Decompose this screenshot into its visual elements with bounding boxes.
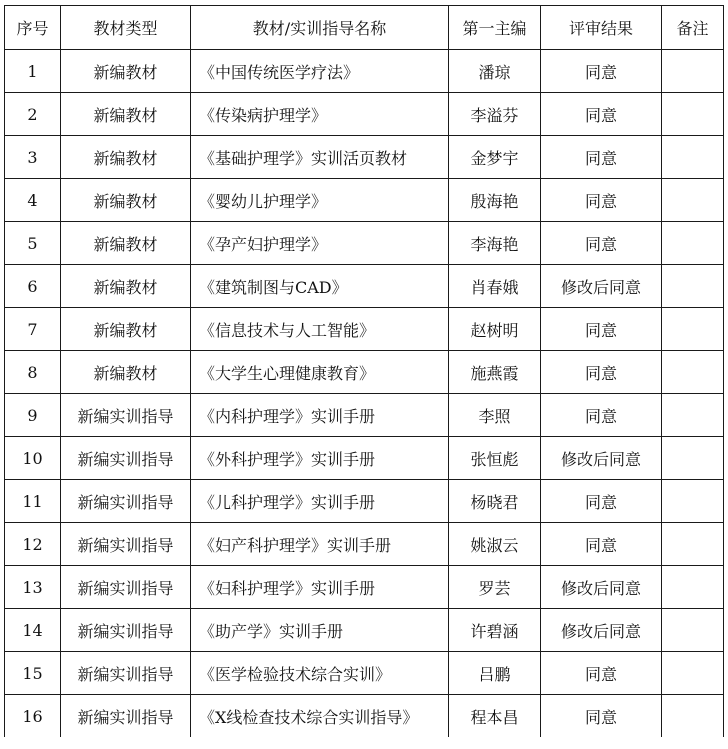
- cell-review-result: 修改后同意: [541, 437, 662, 480]
- cell-type: 新编实训指导: [61, 480, 191, 523]
- cell-chief-editor: 杨晓君: [449, 480, 541, 523]
- cell-title: 《孕产妇护理学》: [191, 222, 449, 265]
- cell-remarks: [662, 695, 724, 738]
- cell-title: 《医学检验技术综合实训》: [191, 652, 449, 695]
- cell-chief-editor: 吕鹏: [449, 652, 541, 695]
- header-type: 教材类型: [61, 6, 191, 50]
- cell-type: 新编教材: [61, 93, 191, 136]
- header-index: 序号: [5, 6, 61, 50]
- cell-type: 新编实训指导: [61, 609, 191, 652]
- cell-index: 13: [5, 566, 61, 609]
- cell-review-result: 同意: [541, 136, 662, 179]
- cell-remarks: [662, 437, 724, 480]
- textbook-review-table: [4, 5, 724, 737]
- cell-remarks: [662, 480, 724, 523]
- cell-type: 新编实训指导: [61, 566, 191, 609]
- cell-type: 新编教材: [61, 50, 191, 93]
- cell-index: 10: [5, 437, 61, 480]
- cell-remarks: [662, 308, 724, 351]
- cell-title: 《大学生心理健康教育》: [191, 351, 449, 394]
- cell-title: 《妇产科护理学》实训手册: [191, 523, 449, 566]
- table-body: [5, 50, 724, 738]
- header-title: 教材/实训指导名称: [191, 6, 449, 50]
- cell-title: 《婴幼儿护理学》: [191, 179, 449, 222]
- cell-index: 2: [5, 93, 61, 136]
- cell-review-result: 同意: [541, 523, 662, 566]
- cell-chief-editor: 潘琼: [449, 50, 541, 93]
- table-row: [5, 394, 724, 437]
- cell-remarks: [662, 351, 724, 394]
- cell-remarks: [662, 523, 724, 566]
- cell-title: 《建筑制图与CAD》: [191, 265, 449, 308]
- cell-type: 新编教材: [61, 179, 191, 222]
- table-row: [5, 609, 724, 652]
- table-row: [5, 351, 724, 394]
- cell-remarks: [662, 93, 724, 136]
- cell-type: 新编教材: [61, 136, 191, 179]
- cell-review-result: 同意: [541, 222, 662, 265]
- cell-index: 7: [5, 308, 61, 351]
- cell-chief-editor: 金梦宇: [449, 136, 541, 179]
- table-row: [5, 222, 724, 265]
- cell-review-result: 同意: [541, 695, 662, 738]
- table-row: [5, 136, 724, 179]
- cell-chief-editor: 姚淑云: [449, 523, 541, 566]
- cell-index: 6: [5, 265, 61, 308]
- cell-type: 新编教材: [61, 308, 191, 351]
- cell-title: 《内科护理学》实训手册: [191, 394, 449, 437]
- table-row: [5, 566, 724, 609]
- cell-type: 新编教材: [61, 351, 191, 394]
- cell-index: 15: [5, 652, 61, 695]
- cell-type: 新编教材: [61, 222, 191, 265]
- table-row: [5, 523, 724, 566]
- cell-index: 4: [5, 179, 61, 222]
- cell-chief-editor: 许碧涵: [449, 609, 541, 652]
- cell-type: 新编实训指导: [61, 652, 191, 695]
- table-row: [5, 652, 724, 695]
- table-row: [5, 265, 724, 308]
- table-header-row: [5, 6, 724, 50]
- cell-remarks: [662, 222, 724, 265]
- cell-chief-editor: 李溢芬: [449, 93, 541, 136]
- cell-remarks: [662, 394, 724, 437]
- cell-review-result: 同意: [541, 93, 662, 136]
- cell-index: 5: [5, 222, 61, 265]
- cell-chief-editor: 张恒彪: [449, 437, 541, 480]
- cell-review-result: 同意: [541, 351, 662, 394]
- table-row: [5, 480, 724, 523]
- cell-index: 14: [5, 609, 61, 652]
- table-row: [5, 308, 724, 351]
- cell-chief-editor: 李海艳: [449, 222, 541, 265]
- cell-title: 《传染病护理学》: [191, 93, 449, 136]
- cell-index: 16: [5, 695, 61, 738]
- cell-index: 1: [5, 50, 61, 93]
- cell-remarks: [662, 50, 724, 93]
- cell-review-result: 修改后同意: [541, 609, 662, 652]
- cell-review-result: 同意: [541, 179, 662, 222]
- table-row: [5, 93, 724, 136]
- cell-review-result: 同意: [541, 50, 662, 93]
- cell-remarks: [662, 179, 724, 222]
- cell-type: 新编实训指导: [61, 437, 191, 480]
- cell-type: 新编实训指导: [61, 523, 191, 566]
- header-review-result: 评审结果: [541, 6, 662, 50]
- cell-remarks: [662, 265, 724, 308]
- cell-title: 《X线检查技术综合实训指导》: [191, 695, 449, 738]
- cell-review-result: 同意: [541, 480, 662, 523]
- cell-title: 《助产学》实训手册: [191, 609, 449, 652]
- cell-index: 12: [5, 523, 61, 566]
- cell-review-result: 同意: [541, 308, 662, 351]
- cell-review-result: 修改后同意: [541, 265, 662, 308]
- cell-remarks: [662, 652, 724, 695]
- cell-type: 新编教材: [61, 265, 191, 308]
- header-remarks: 备注: [662, 6, 724, 50]
- cell-review-result: 同意: [541, 394, 662, 437]
- cell-chief-editor: 罗芸: [449, 566, 541, 609]
- cell-index: 3: [5, 136, 61, 179]
- cell-type: 新编实训指导: [61, 695, 191, 738]
- cell-chief-editor: 赵树明: [449, 308, 541, 351]
- cell-title: 《基础护理学》实训活页教材: [191, 136, 449, 179]
- cell-remarks: [662, 136, 724, 179]
- cell-review-result: 修改后同意: [541, 566, 662, 609]
- table-row: [5, 179, 724, 222]
- cell-title: 《儿科护理学》实训手册: [191, 480, 449, 523]
- header-chief-editor: 第一主编: [449, 6, 541, 50]
- cell-index: 8: [5, 351, 61, 394]
- table-row: [5, 437, 724, 480]
- cell-chief-editor: 施燕霞: [449, 351, 541, 394]
- cell-chief-editor: 肖春娥: [449, 265, 541, 308]
- cell-type: 新编实训指导: [61, 394, 191, 437]
- cell-review-result: 同意: [541, 652, 662, 695]
- cell-index: 11: [5, 480, 61, 523]
- table-row: [5, 50, 724, 93]
- cell-chief-editor: 李照: [449, 394, 541, 437]
- cell-index: 9: [5, 394, 61, 437]
- cell-title: 《中国传统医学疗法》: [191, 50, 449, 93]
- cell-title: 《信息技术与人工智能》: [191, 308, 449, 351]
- table-row: [5, 695, 724, 738]
- cell-chief-editor: 程本昌: [449, 695, 541, 738]
- cell-title: 《妇科护理学》实训手册: [191, 566, 449, 609]
- cell-title: 《外科护理学》实训手册: [191, 437, 449, 480]
- cell-remarks: [662, 566, 724, 609]
- cell-remarks: [662, 609, 724, 652]
- cell-chief-editor: 殷海艳: [449, 179, 541, 222]
